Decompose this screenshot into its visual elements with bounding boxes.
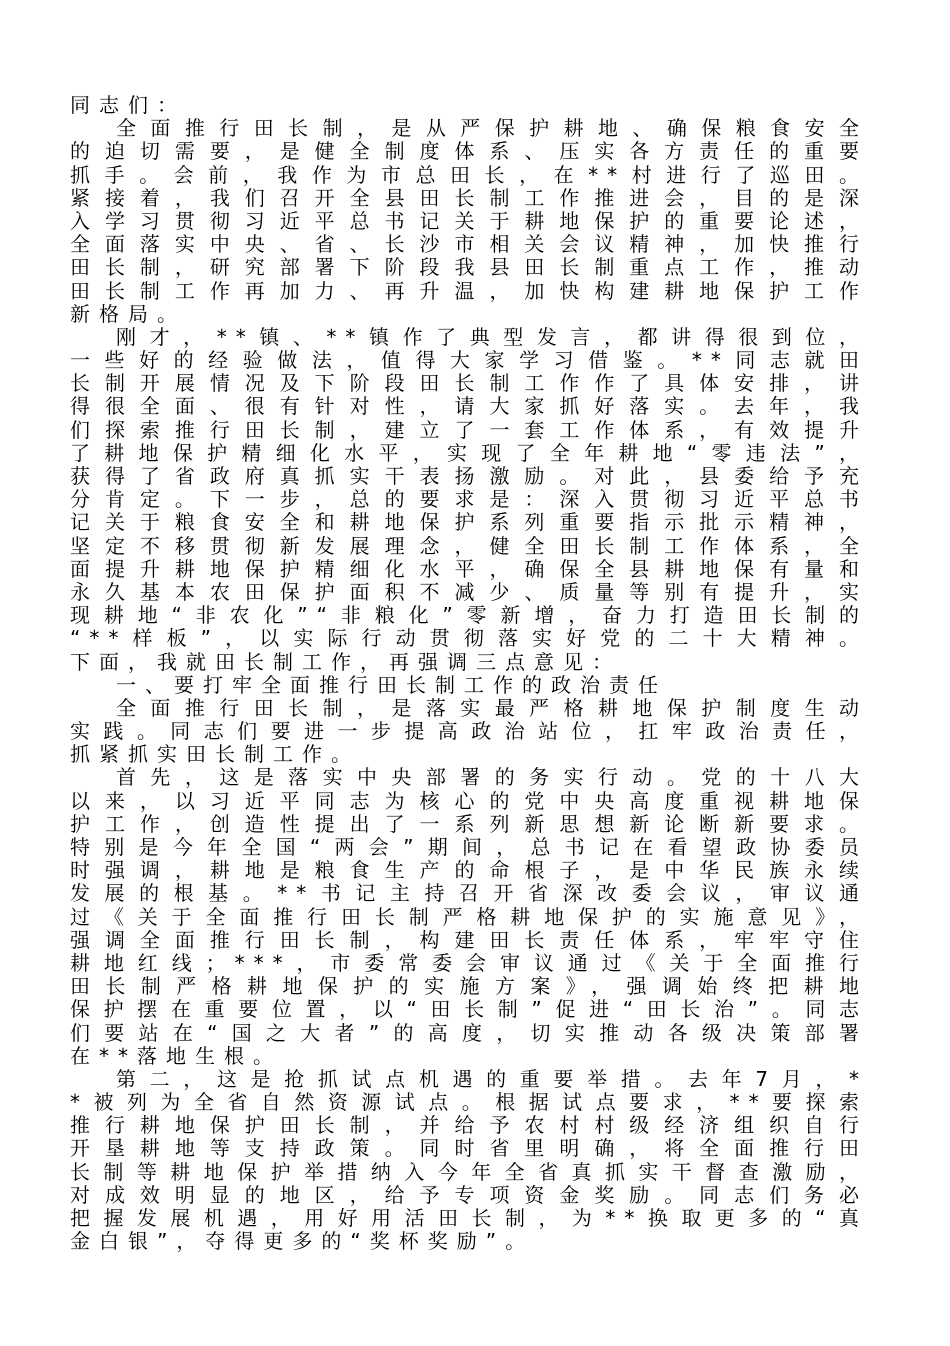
paragraph-1 <box>70 117 868 326</box>
section-heading-1 <box>70 674 868 697</box>
paragraph-line: 过《关于全面推行田长制严格耕地保护的实施意见》， <box>70 904 868 929</box>
paragraph-line: 金白银”，夺得更多的“奖杯奖励”。 <box>70 1229 535 1254</box>
paragraph-line: 首先，这是落实中央部署的务实行动。党的十八大 <box>116 765 868 790</box>
paragraph-line: 获得了省政府真抓实干表扬激励。对此，县委给予充 <box>70 464 868 488</box>
paragraph-line: 现耕地“非农化”“非粮化”零新增，奋力打造田长制的 <box>70 603 868 628</box>
paragraph-line: “**样板”，以实际行动贯彻落实好党的二十大精神。 <box>70 626 868 651</box>
paragraph-line: 们探索推行田长制，建立了一套工作体系，有效提升 <box>70 417 868 442</box>
paragraph-line: 护工作，创造性提出了一系列新思想新论断新要求。 <box>70 811 868 836</box>
paragraph-line: 发展的根基。**书记主持召开省深改委会议，审议通 <box>70 881 868 906</box>
paragraph-line: 实践。同志们要进一步提高政治站位，扛牢政治责任， <box>70 719 868 744</box>
paragraph-line: 面提升耕地保护精细化水平，确保全县耕地保有量和 <box>70 556 868 581</box>
paragraph-line: *被列为全省自然资源试点。根据试点要求，**要探索 <box>70 1090 868 1115</box>
paragraph-line: 耕地红线；***，市委常委会审议通过《关于全面推行 <box>70 950 868 975</box>
paragraph-line: 保护摆在重要位置，以“田长制”促进“田长治”。同志 <box>70 997 868 1022</box>
paragraph-line: 的迫切需要，是健全制度体系、压实各方责任的重要 <box>70 139 868 164</box>
paragraph-line: 们要站在“国之大者”的高度，切实推动各级决策部署 <box>70 1020 868 1045</box>
section-heading: 一、要打牢全面推行田长制工作的政治责任 <box>116 672 667 697</box>
paragraph-line: 开垦耕地等支持政策。同时省里明确，将全面推行田 <box>70 1136 868 1161</box>
paragraph-line: 全面推行田长制，是从严保护耕地、确保粮食安全 <box>116 116 868 141</box>
paragraph-line: 推行耕地保护田长制，并给予农村村级经济组织自行 <box>70 1113 868 1138</box>
paragraph-line: 得很全面、很有针对性，请大家抓好落实。去年，我 <box>70 394 868 419</box>
paragraph-line: 特别是今年全国“两会”期间，总书记在看望政协委员 <box>70 835 868 859</box>
paragraph-line: 坚定不移贯彻新发展理念，健全田长制工作体系，全 <box>70 533 868 558</box>
paragraph-line: 长制开展情况及下阶段田长制工作作了具体安排，讲 <box>70 371 868 396</box>
paragraph-2 <box>70 326 868 674</box>
paragraph-line: 入学习贯彻习近平总书记关于耕地保护的重要论述， <box>70 208 868 233</box>
paragraph-line: 抓手。会前，我作为市总田长，在**村进行了巡田。 <box>70 162 868 187</box>
paragraph-line: 长制等耕地保护举措纳入今年全省真抓实干督查激励， <box>70 1159 868 1184</box>
paragraph-line: 下面，我就田长制工作，再强调三点意见： <box>70 649 621 674</box>
paragraph-line: 全面落实中央、省、长沙市相关会议精神，加快推行 <box>70 232 868 257</box>
paragraph-line: 在**落地生根。 <box>70 1043 282 1068</box>
paragraph-line: 全面推行田长制，是落实最严格耕地保护制度生动 <box>116 695 868 720</box>
paragraph-line: 了耕地保护精细化水平，实现了全年耕地“零违法”， <box>70 440 868 465</box>
paragraph-line: 田长制工作再加力、再升温，加快构建耕地保护工作 <box>70 278 868 303</box>
paragraph-line: 分肯定。下一步，总的要求是：深入贯彻习近平总书 <box>70 487 868 512</box>
paragraph-line: 把握发展机遇，用好用活田长制，为**换取更多的“真 <box>70 1206 868 1230</box>
paragraph-line: 抓紧抓实田长制工作。 <box>70 742 360 767</box>
paragraph-3 <box>70 697 868 767</box>
salutation: 同志们： <box>70 93 186 117</box>
document-page <box>70 94 868 1253</box>
paragraph-5 <box>70 1068 868 1254</box>
paragraph-line: 以来，以习近平同志为核心的党中央高度重视耕地保 <box>70 788 868 813</box>
paragraph-line: 田长制，研究部署下阶段我县田长制重点工作，推动 <box>70 255 868 280</box>
paragraph-line: 时强调，耕地是粮食生产的命根子，是中华民族永续 <box>70 858 868 883</box>
paragraph-line: 紧接着，我们召开全县田长制工作推进会，目的是深 <box>70 185 868 210</box>
paragraph-4 <box>70 766 868 1067</box>
paragraph-line: 新格局。 <box>70 301 186 326</box>
paragraph-line: 强调全面推行田长制，构建田长责任体系，牢牢守住 <box>70 927 868 952</box>
paragraph-line: 第二，这是抢抓试点机遇的重要举措。去年7月，* <box>116 1066 868 1091</box>
paragraph-line: 田长制严格耕地保护的实施方案》，强调始终把耕地 <box>70 974 868 999</box>
paragraph-line: 对成效明显的地区，给予专项资金奖励。同志们务必 <box>70 1182 868 1207</box>
paragraph-line: 刚才，**镇、**镇作了典型发言，都讲得很到位， <box>116 324 868 349</box>
paragraph-line: 永久基本农田保护面积不减少、质量等别有提升，实 <box>70 579 868 604</box>
paragraph-line: 一些好的经验做法，值得大家学习借鉴。**同志就田 <box>70 348 868 373</box>
paragraph-line: 记关于粮食安全和耕地保护系列重要指示批示精神， <box>70 510 868 535</box>
